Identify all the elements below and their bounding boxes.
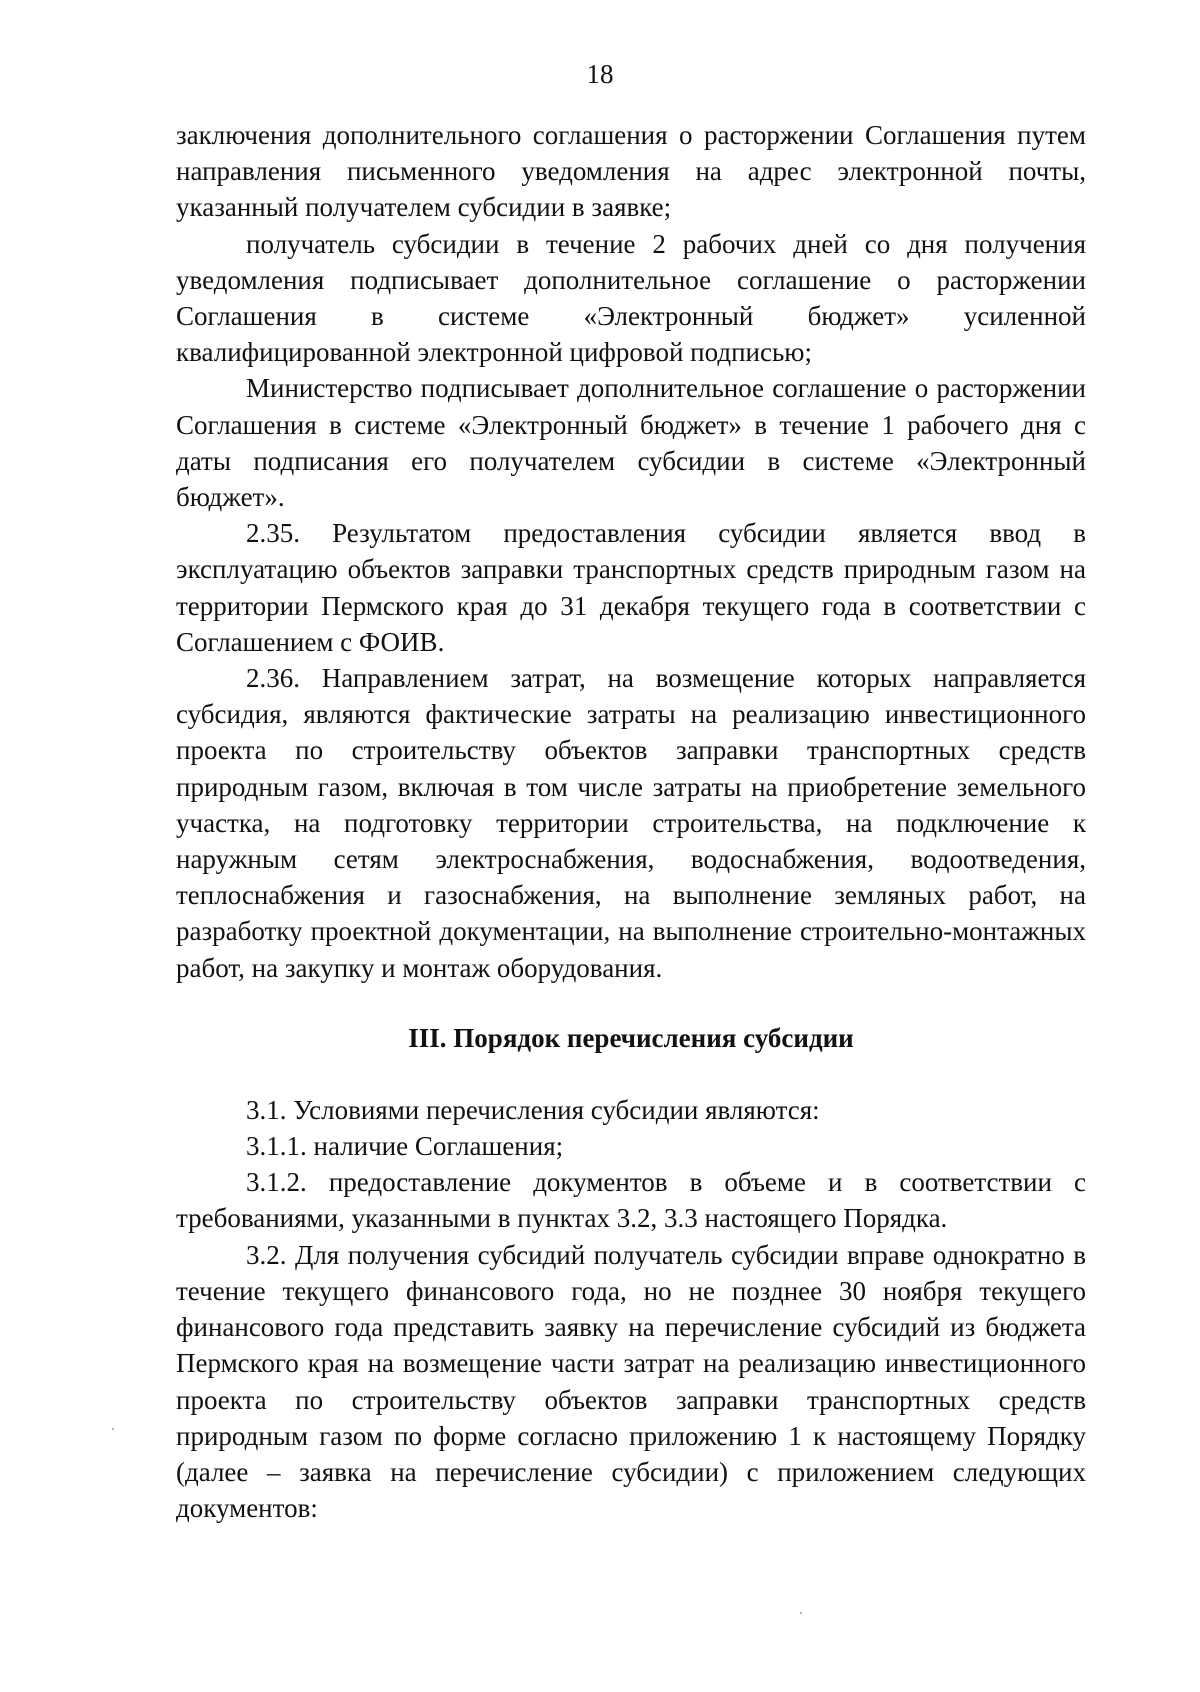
paragraph-3-1-2: 3.1.2. предоставление документов в объеме и в соответствии с требованиями, указанными в пунктах 3.2, 3.3 настоящего Порядка. <box>176 1167 1086 1234</box>
scan-speck <box>800 1612 802 1614</box>
paragraph-2-35: 2.35. Результатом предоставления субсидии является ввод в эксплуатацию объектов заправки транспортных средств природным газом на территории Пермского края до 31 декабря текущего года в соответствии с Соглашением с ФОИВ. <box>176 518 1086 657</box>
paragraph-3-2: 3.2. Для получения субсидий получатель субсидии вправе однократно в течение текущего финансового года, но не позднее 30 ноября текущего финансового года представить заявку на перечисление субсидий из бюджета Пермского края на возмещение части затрат на реализацию инвестиционного проекта по строительству объектов заправки транспортных средств природным газом по форме согласно приложению 1 к настоящему Порядку (далее – заявка на перечисление субсидии) с приложением следующих документов: <box>176 1239 1086 1524</box>
document-body <box>176 117 1086 1526</box>
paragraph-continuation: заключения дополнительного соглашения о расторжении Соглашения путем направления письменного уведомления на адрес электронной почты, указанный получателем субсидии в заявке; <box>176 120 1086 223</box>
scan-speck <box>112 1428 114 1430</box>
paragraph-ministry-signs: Министерство подписывает дополнительное соглашение о расторжении Соглашения в системе «Электронный бюджет» в течение 1 рабочего дня с даты подписания его получателем субсидии в системе «Электронный бюджет». <box>176 373 1086 513</box>
paragraph-3-1-1: 3.1.1. наличие Соглашения; <box>246 1131 564 1162</box>
paragraph-2-36: 2.36. Направлением затрат, на возмещение которых направляется субсидия, являются фактические затраты на реализацию инвестиционного проекта по строительству объектов заправки транспортных средств природным газом, включая в том числе затраты на приобретение земельного участка, на подготовку территории строительства, на подключение к наружным сетям электроснабжения, водоснабжения, водоотведения, теплоснабжения и газоснабжения, на выполнение земляных работ, на разработку проектной документации, на выполнение строительно-монтажных работ, на закупку и монтаж оборудования. <box>176 663 1086 983</box>
paragraph-recipient-signs: получатель субсидии в течение 2 рабочих дней со дня получения уведомления подписывает дополнительное соглашение о расторжении Соглашения в системе «Электронный бюджет» усиленной квалифицированной электронной цифровой подписью; <box>176 228 1086 368</box>
paragraph-3-1: 3.1. Условиями перечисления субсидии являются: <box>246 1094 820 1125</box>
page-number: 18 <box>586 59 614 89</box>
section-heading: III. Порядок перечисления субсидии <box>408 1022 854 1053</box>
